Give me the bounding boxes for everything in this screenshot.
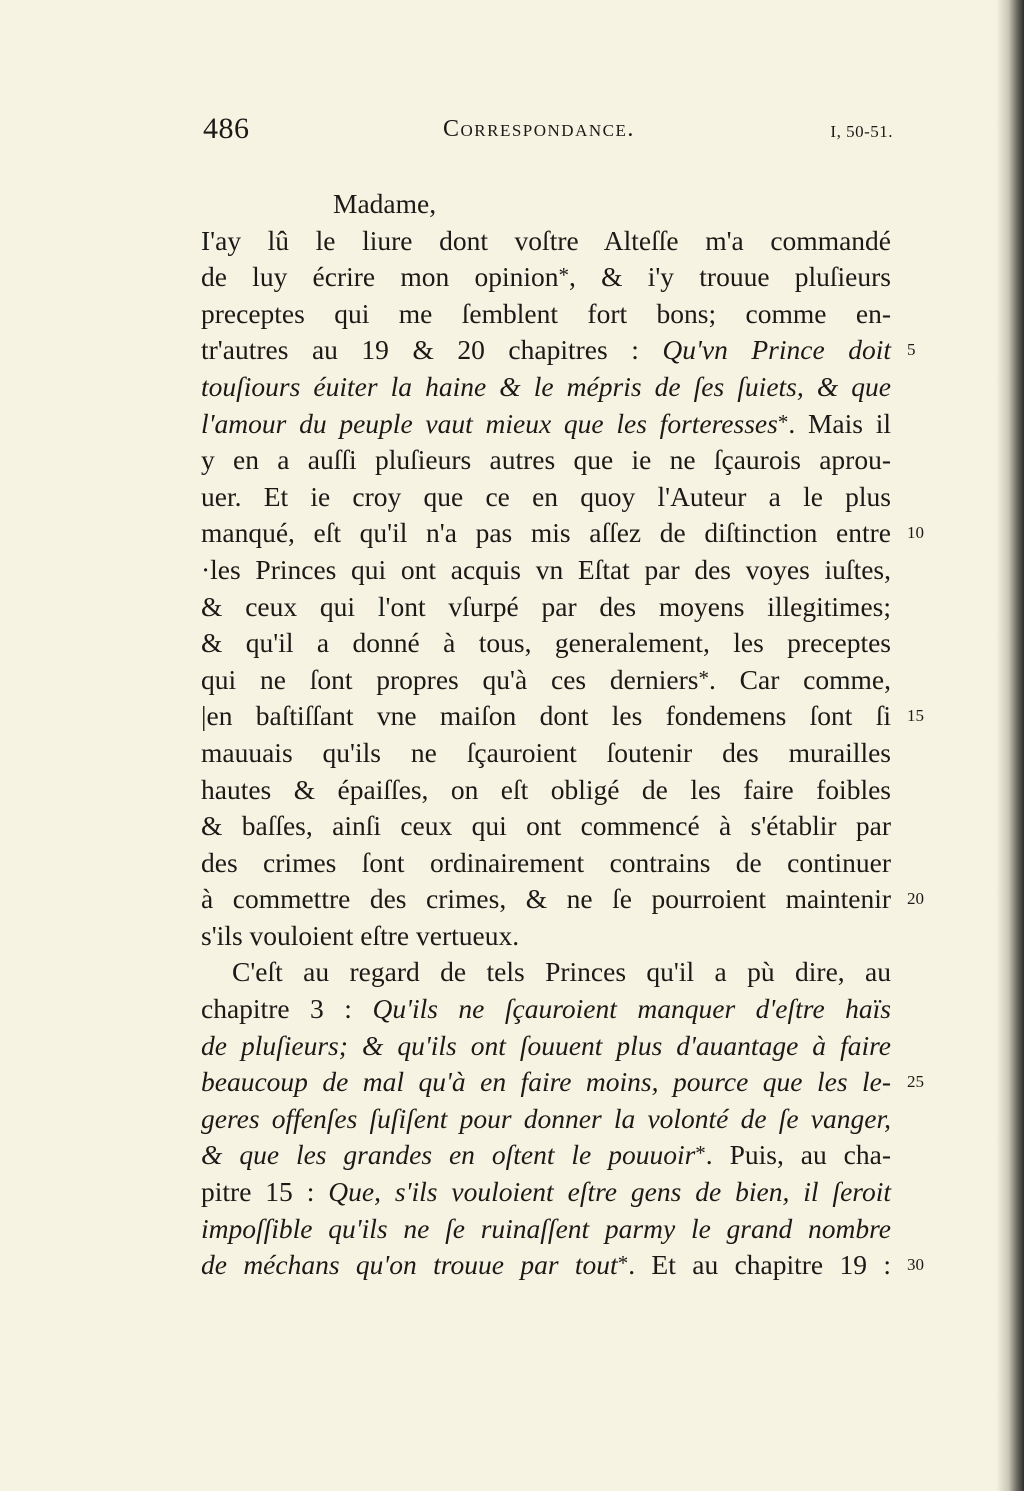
italic-quotation: Qu'vn Prince doit: [662, 334, 891, 366]
text-line: [201, 735, 891, 772]
text-line: [201, 881, 924, 918]
italic-quotation: Que, s'ils vouloient eſtre gens de bien, il ſeroit: [328, 1176, 891, 1208]
line-number: 5: [907, 340, 916, 360]
text-line: [201, 369, 891, 406]
footnote-marker: *: [695, 1141, 706, 1166]
footnote-marker: *: [558, 263, 569, 288]
text-line: [201, 1211, 891, 1248]
running-title: Correspondance.: [443, 116, 635, 142]
volume-reference: I, 50-51.: [830, 122, 893, 141]
italic-quotation: Qu'ils ne ſçauroient manquer d'eſtre haïs: [372, 993, 892, 1025]
text-segment: tr'autres au 19 & 20 chapitres :: [201, 334, 663, 366]
text-segment: à commettre des crimes, & ne ſe pourroient maintenir: [201, 883, 891, 915]
page-number: 486: [203, 112, 250, 145]
text-segment: & qu'il a donné à tous, generalement, les preceptes: [201, 627, 891, 659]
text-segment: , & i'y trouue pluſieurs: [569, 261, 891, 293]
page-edge-shadow: [996, 0, 1024, 1491]
text-line: [201, 662, 891, 699]
line-number: 15: [907, 706, 924, 726]
text-segment: . Mais il: [788, 407, 891, 439]
text-line: [201, 332, 916, 369]
text-line: [201, 772, 891, 809]
text-segment: C'eſt au regard de tels Princes qu'il a pù dire, au: [232, 956, 891, 988]
text-segment: Madame,: [333, 188, 437, 219]
text-segment: y en a auſſi pluſieurs autres que ie ne ſçaurois aprou-: [201, 444, 891, 476]
italic-quotation: l'amour du peuple vaut mieux que les forteresses: [201, 407, 778, 439]
text-line: [201, 1174, 891, 1211]
text-segment: . Puis, au cha-: [705, 1139, 891, 1171]
text-segment: des crimes ſont ordinairement contrains de continuer: [201, 846, 891, 878]
page-header: [203, 112, 893, 152]
text-segment: & baſſes, ainſi ceux qui ont commencé à s'établir par: [201, 810, 891, 842]
text-line: [201, 1137, 891, 1174]
line-number: 10: [907, 523, 924, 543]
line-number: 25: [907, 1072, 924, 1092]
text-line: [201, 296, 891, 333]
salutation: [201, 186, 891, 223]
text-line: [201, 625, 891, 662]
text-segment: chapitre 3 :: [201, 993, 373, 1025]
italic-quotation: de méchans qu'on trouue par tout: [201, 1249, 618, 1281]
italic-quotation: de pluſieurs; & qu'ils ont ſouuent plus d'auantage à faire: [201, 1029, 891, 1061]
text-line: [201, 589, 891, 626]
text-segment: . Et au chapitre 19 :: [628, 1249, 892, 1281]
text-line: [201, 918, 891, 955]
text-line: [201, 1064, 924, 1101]
text-line: [201, 845, 891, 882]
footnote-marker: *: [617, 1251, 629, 1276]
text-segment: . Car comme,: [709, 663, 891, 695]
text-segment: manqué, eſt qu'il n'a pas mis aſſez de diſtinction entre: [201, 517, 891, 549]
italic-quotation: touſiours éuiter la haine & le mépris de ſes ſuiets, & que: [201, 370, 891, 402]
text-line: [201, 479, 891, 516]
text-segment: pitre 15 :: [201, 1176, 329, 1208]
text-segment: ·les Princes qui ont acquis vn Eſtat par des voyes iuſtes,: [201, 553, 891, 585]
text-line: [201, 954, 891, 991]
letter-body: [201, 186, 924, 1284]
text-line: [201, 991, 891, 1028]
italic-quotation: geres offenſes ſuſiſent pour donner la volonté de ſe vanger,: [201, 1102, 891, 1134]
italic-quotation: beaucoup de mal qu'à en faire moins, pource que les le-: [201, 1066, 891, 1098]
text-segment: qui ne ſont propres qu'à ces derniers: [201, 663, 699, 695]
footnote-marker: *: [777, 409, 789, 434]
text-line: [201, 406, 891, 443]
text-segment: de luy écrire mon opinion: [201, 261, 559, 293]
line-number: 30: [907, 1255, 924, 1275]
text-segment: |en baſtiſſant vne maiſon dont les fondemens ſont ſi: [201, 700, 891, 732]
text-line: [201, 1028, 891, 1065]
text-line: [201, 1247, 924, 1284]
italic-quotation: impoſſible qu'ils ne ſe ruinaſſent parmy le grand nombre: [201, 1212, 891, 1244]
text-line: [201, 442, 891, 479]
italic-quotation: & que les grandes en oſtent le pouuoir: [201, 1139, 696, 1171]
text-segment: s'ils vouloient eſtre vertueux.: [201, 919, 520, 951]
text-segment: mauuais qu'ils ne ſçauroient ſoutenir des murailles: [201, 736, 891, 768]
text-line: [201, 515, 924, 552]
text-line: [201, 808, 891, 845]
text-line: [201, 223, 891, 260]
text-line: [201, 698, 924, 735]
footnote-marker: *: [698, 665, 709, 690]
text-line: [201, 552, 891, 589]
text-line: [201, 259, 891, 296]
text-segment: I'ay lû le liure dont voſtre Alteſſe m'a commandé: [201, 224, 891, 256]
line-number: 20: [907, 889, 924, 909]
text-segment: uer. Et ie croy que ce en quoy l'Auteur a le plus: [201, 480, 891, 512]
text-segment: hautes & épaiſſes, on eſt obligé de les faire foibles: [201, 773, 891, 805]
text-line: [201, 1101, 891, 1138]
text-segment: & ceux qui l'ont vſurpé par des moyens illegitimes;: [201, 590, 891, 622]
text-segment: preceptes qui me ſemblent fort bons; comme en-: [201, 297, 891, 329]
